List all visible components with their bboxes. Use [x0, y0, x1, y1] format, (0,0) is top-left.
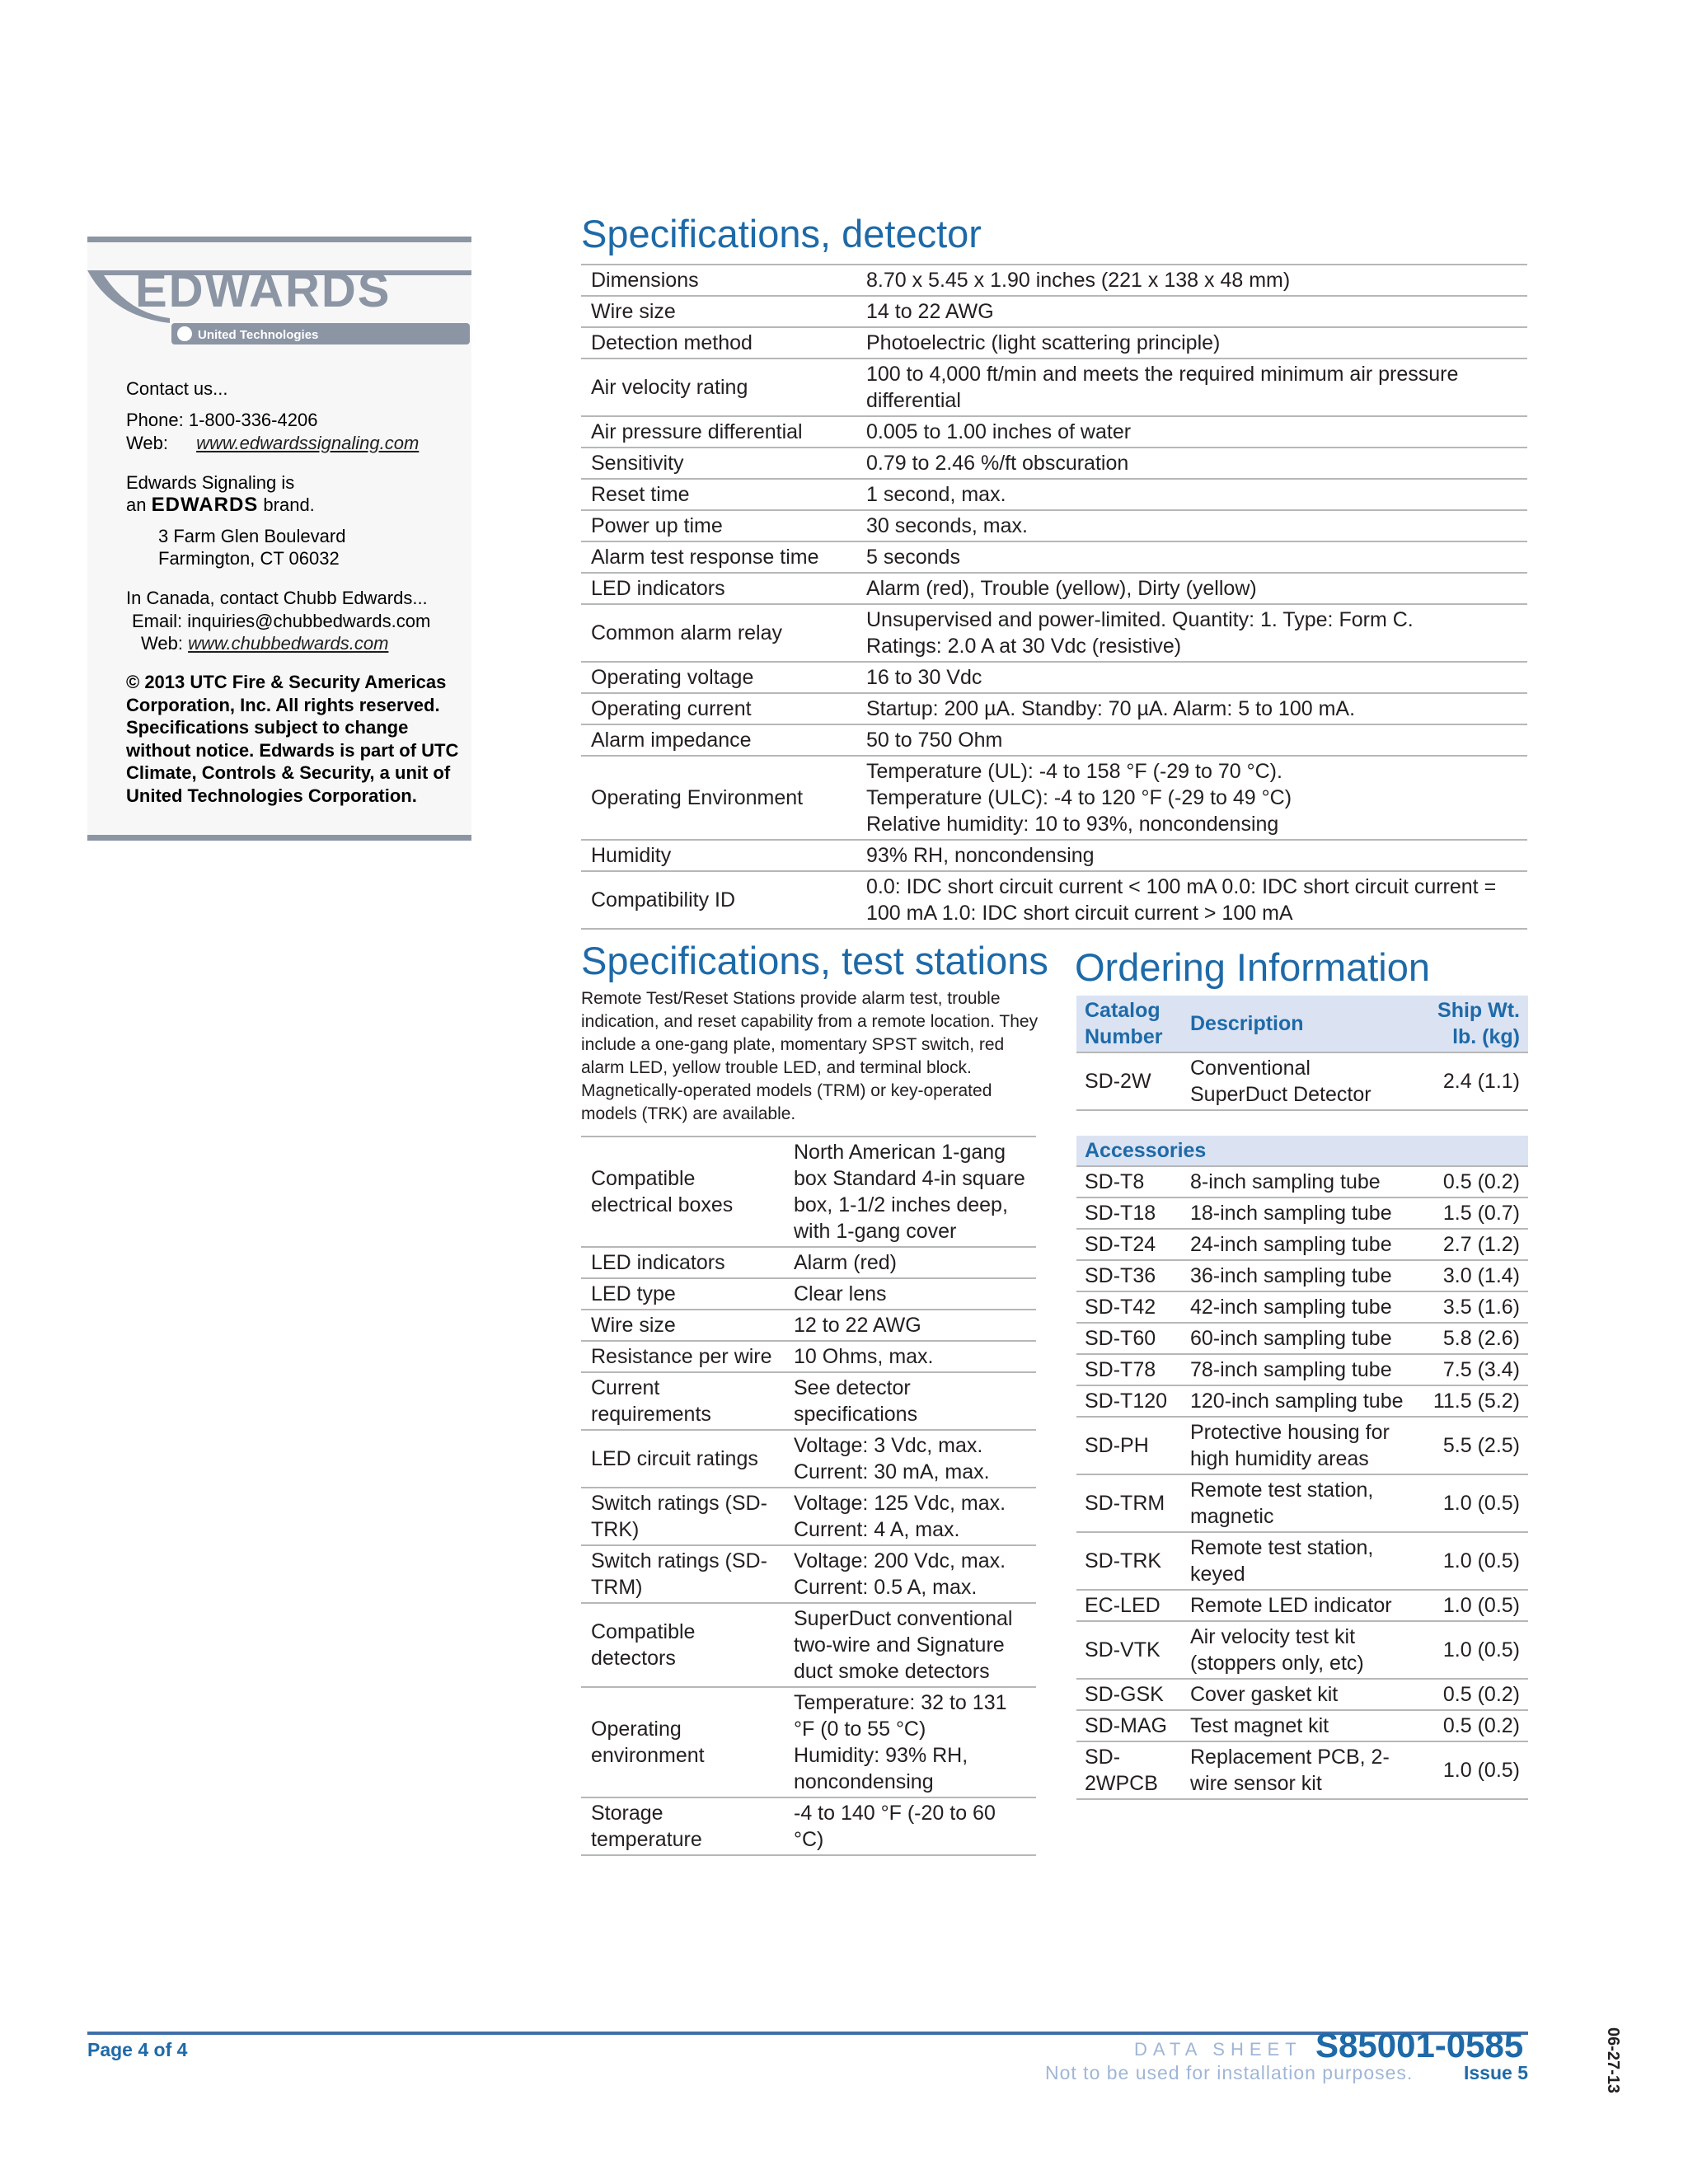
- spec-value: 1 second, max.: [856, 479, 1527, 510]
- web-line: [126, 432, 419, 455]
- item-description: 36-inch sampling tube: [1182, 1260, 1413, 1291]
- ordering-table: [1076, 996, 1528, 1800]
- spec-label: Compatibility ID: [581, 871, 856, 929]
- test-station-spec-row: [581, 1687, 1036, 1797]
- sidebar-bottom-rule: [87, 835, 471, 841]
- detector-specs-table: [581, 264, 1527, 930]
- spec-value: 50 to 750 Ohm: [856, 724, 1527, 756]
- test-stations-title: Specifications, test stations: [581, 939, 1048, 982]
- detector-spec-row: [581, 359, 1527, 416]
- test-station-spec-row: [581, 1278, 1036, 1310]
- issue-number: Issue 5: [1464, 2062, 1528, 2083]
- spec-label: Air pressure differential: [581, 416, 856, 448]
- spec-label: Operating voltage: [581, 662, 856, 693]
- spec-value: 0.005 to 1.00 inches of water: [856, 416, 1527, 448]
- spec-value: Alarm (red): [784, 1247, 1036, 1278]
- phone-label: Phone:: [126, 410, 184, 430]
- detector-spec-row: [581, 541, 1527, 573]
- accessory-row: [1076, 1679, 1528, 1710]
- test-station-spec-row: [581, 1603, 1036, 1687]
- brand-line2: [126, 494, 315, 517]
- accessories-header-row: [1076, 1136, 1528, 1166]
- item-description: Test magnet kit: [1182, 1710, 1413, 1741]
- section-gap: [1076, 1110, 1528, 1136]
- spec-value: Voltage: 125 Vdc, max. Current: 4 A, max.: [784, 1488, 1036, 1545]
- test-station-spec-row: [581, 1797, 1036, 1855]
- data-sheet-number: S85001-0585: [1315, 2026, 1524, 2064]
- detector-spec-row: [581, 265, 1527, 296]
- accessories-label: Accessories: [1076, 1136, 1528, 1166]
- ship-weight: 5.5 (2.5): [1413, 1417, 1528, 1474]
- spec-label: Dimensions: [581, 265, 856, 296]
- spec-label: Reset time: [581, 479, 856, 510]
- spec-value: Voltage: 200 Vdc, max. Current: 0.5 A, max.: [784, 1545, 1036, 1603]
- item-description: Air velocity test kit (stoppers only, etc): [1182, 1621, 1413, 1679]
- spec-value: -4 to 140 °F (-20 to 60 °C): [784, 1797, 1036, 1855]
- spec-value: Temperature (UL): -4 to 158 °F (-29 to 70 °C). Temperature (ULC): -4 to 120 °F (-29 to 49 °C) Relative humidity: 10 to 93%, noncondensing: [856, 756, 1527, 840]
- detector-spec-row: [581, 662, 1527, 693]
- spec-label: Operating current: [581, 693, 856, 724]
- spec-label: Resistance per wire: [581, 1341, 784, 1372]
- brand-name: EDWARDS: [151, 494, 259, 516]
- spec-value: 14 to 22 AWG: [856, 296, 1527, 327]
- spec-label: Alarm test response time: [581, 541, 856, 573]
- web-label: Web:: [126, 433, 168, 453]
- test-stations-table: [581, 1136, 1036, 1856]
- ship-weight: 0.5 (0.2): [1413, 1166, 1528, 1197]
- spec-value: North American 1-gang box Standard 4-in square box, 1-1/2 inches deep, with 1-gang cover: [784, 1137, 1036, 1247]
- catalog-number: SD-PH: [1076, 1417, 1182, 1474]
- spec-label: LED circuit ratings: [581, 1430, 784, 1488]
- test-station-spec-row: [581, 1341, 1036, 1372]
- spec-label: Compatible electrical boxes: [581, 1137, 784, 1247]
- ordering-title: Ordering Information: [1075, 945, 1431, 989]
- ship-weight: 1.0 (0.5): [1413, 1590, 1528, 1621]
- spec-value: 0.79 to 2.46 %/ft obscuration: [856, 448, 1527, 479]
- ordering-row: [1076, 1052, 1528, 1110]
- ship-weight: 5.8 (2.6): [1413, 1323, 1528, 1354]
- accessory-row: [1076, 1385, 1528, 1417]
- spec-value: See detector specifications: [784, 1372, 1036, 1430]
- canada-web-link[interactable]: www.chubbedwards.com: [188, 633, 389, 654]
- ship-weight: 1.5 (0.7): [1413, 1197, 1528, 1229]
- header-catalog: Catalog Number: [1076, 996, 1182, 1052]
- catalog-number: SD-T8: [1076, 1166, 1182, 1197]
- accessory-row: [1076, 1532, 1528, 1590]
- spec-label: Compatible detectors: [581, 1603, 784, 1687]
- spec-label: LED indicators: [581, 573, 856, 604]
- gap-cell: [1076, 1110, 1528, 1136]
- test-station-spec-row: [581, 1488, 1036, 1545]
- spec-label: Storage temperature: [581, 1797, 784, 1855]
- test-station-spec-row: [581, 1372, 1036, 1430]
- spec-value: 5 seconds: [856, 541, 1527, 573]
- brand-line1: Edwards Signaling is: [126, 472, 295, 493]
- detector-spec-row: [581, 416, 1527, 448]
- detector-spec-row: [581, 327, 1527, 359]
- detector-spec-row: [581, 448, 1527, 479]
- detector-spec-row: [581, 604, 1527, 662]
- spec-label: Detection method: [581, 327, 856, 359]
- data-sheet-label: DATA SHEET: [1134, 2039, 1302, 2060]
- accessory-row: [1076, 1291, 1528, 1323]
- item-description: 60-inch sampling tube: [1182, 1323, 1413, 1354]
- catalog-number: SD-T42: [1076, 1291, 1182, 1323]
- item-description: Remote test station, magnetic: [1182, 1474, 1413, 1532]
- accessory-row: [1076, 1354, 1528, 1385]
- catalog-number: SD-TRK: [1076, 1532, 1182, 1590]
- catalog-number: SD-T36: [1076, 1260, 1182, 1291]
- accessory-row: [1076, 1710, 1528, 1741]
- spec-label: Sensitivity: [581, 448, 856, 479]
- date-code: 06-27-13: [1604, 2027, 1622, 2094]
- spec-label: Power up time: [581, 510, 856, 541]
- accessory-row: [1076, 1323, 1528, 1354]
- detector-spec-row: [581, 871, 1527, 929]
- canada-web-label: Web:: [141, 633, 183, 654]
- spec-label: LED indicators: [581, 1247, 784, 1278]
- canada-email-line: [132, 610, 430, 633]
- spec-label: Operating Environment: [581, 756, 856, 840]
- canada-heading: In Canada, contact Chubb Edwards...: [126, 588, 428, 608]
- ship-weight: 7.5 (3.4): [1413, 1354, 1528, 1385]
- footer-rule: [87, 2032, 1528, 2035]
- catalog-number: SD-2WPCB: [1076, 1741, 1182, 1799]
- item-description: Protective housing for high humidity areas: [1182, 1417, 1413, 1474]
- spec-value: Clear lens: [784, 1278, 1036, 1310]
- catalog-number: SD-T18: [1076, 1197, 1182, 1229]
- brand-an: an: [126, 494, 147, 515]
- spec-value: 100 to 4,000 ft/min and meets the required minimum air pressure differential: [856, 359, 1527, 416]
- accessory-row: [1076, 1197, 1528, 1229]
- web-link[interactable]: www.edwardssignaling.com: [196, 433, 420, 453]
- detector-spec-row: [581, 479, 1527, 510]
- item-description: 120-inch sampling tube: [1182, 1385, 1413, 1417]
- detector-spec-row: [581, 693, 1527, 724]
- spec-value: 8.70 x 5.45 x 1.90 inches (221 x 138 x 48 mm): [856, 265, 1527, 296]
- ship-weight: 3.5 (1.6): [1413, 1291, 1528, 1323]
- catalog-number: SD-T120: [1076, 1385, 1182, 1417]
- ship-weight: 1.0 (0.5): [1413, 1532, 1528, 1590]
- spec-value: Temperature: 32 to 131 °F (0 to 55 °C) Humidity: 93% RH, noncondensing: [784, 1687, 1036, 1797]
- item-description: Cover gasket kit: [1182, 1679, 1413, 1710]
- detector-spec-row: [581, 510, 1527, 541]
- ordering-header-row: [1076, 996, 1528, 1052]
- spec-label: Switch ratings (SD-TRM): [581, 1545, 784, 1603]
- address-line1: 3 Farm Glen Boulevard: [158, 526, 346, 546]
- spec-label: Operating environment: [581, 1687, 784, 1797]
- spec-value: Voltage: 3 Vdc, max. Current: 30 mA, max.: [784, 1430, 1036, 1488]
- test-station-spec-row: [581, 1137, 1036, 1247]
- ship-weight: 3.0 (1.4): [1413, 1260, 1528, 1291]
- accessory-row: [1076, 1474, 1528, 1532]
- test-stations-description: Remote Test/Reset Stations provide alarm test, trouble indication, and reset capability from a remote location. They include a one-gang plate, momentary SPST switch, red alarm LED, yellow trouble LED, and terminal block. Magnetically-operated models (TRM) or key-operated models (TRK) are available.: [581, 989, 1039, 1123]
- item-description: Remote LED indicator: [1182, 1590, 1413, 1621]
- spec-value: 16 to 30 Vdc: [856, 662, 1527, 693]
- ship-weight: 0.5 (0.2): [1413, 1710, 1528, 1741]
- accessory-row: [1076, 1590, 1528, 1621]
- detector-spec-row: [581, 840, 1527, 871]
- test-station-spec-row: [581, 1545, 1036, 1603]
- catalog-number: SD-T78: [1076, 1354, 1182, 1385]
- ship-weight: 2.4 (1.1): [1413, 1052, 1528, 1110]
- spec-value: Photoelectric (light scattering principle): [856, 327, 1527, 359]
- spec-label: Wire size: [581, 296, 856, 327]
- spec-label: LED type: [581, 1278, 784, 1310]
- header-description: Description: [1182, 996, 1413, 1052]
- sidebar-top-rule: [87, 237, 471, 242]
- catalog-number: EC-LED: [1076, 1590, 1182, 1621]
- phone-number: 1-800-336-4206: [188, 410, 318, 430]
- spec-value: 93% RH, noncondensing: [856, 840, 1527, 871]
- contact-heading: Contact us...: [126, 378, 228, 399]
- header-weight: Ship Wt. lb. (kg): [1413, 996, 1528, 1052]
- detector-spec-row: [581, 724, 1527, 756]
- accessory-row: [1076, 1229, 1528, 1260]
- ship-weight: 1.0 (0.5): [1413, 1741, 1528, 1799]
- spec-value: Unsupervised and power-limited. Quantity: 1. Type: Form C. Ratings: 2.0 A at 30 Vdc (resistive): [856, 604, 1527, 662]
- item-description: Conventional SuperDuct Detector: [1182, 1052, 1413, 1110]
- phone-line: [126, 409, 317, 432]
- catalog-number: SD-MAG: [1076, 1710, 1182, 1741]
- ship-weight: 1.0 (0.5): [1413, 1474, 1528, 1532]
- spec-value: 10 Ohms, max.: [784, 1341, 1036, 1372]
- detector-specs-title: Specifications, detector: [581, 212, 982, 255]
- detector-spec-row: [581, 573, 1527, 604]
- page-number: Page 4 of 4: [87, 2039, 188, 2060]
- accessory-row: [1076, 1260, 1528, 1291]
- spec-value: 0.0: IDC short circuit current < 100 mA 0.0: IDC short circuit current = 100 mA 1.0: IDC short circuit current > 100 mA: [856, 871, 1527, 929]
- spec-label: Alarm impedance: [581, 724, 856, 756]
- item-description: 18-inch sampling tube: [1182, 1197, 1413, 1229]
- accessory-row: [1076, 1166, 1528, 1197]
- item-description: 24-inch sampling tube: [1182, 1229, 1413, 1260]
- spec-label: Humidity: [581, 840, 856, 871]
- spec-value: 30 seconds, max.: [856, 510, 1527, 541]
- ship-weight: 0.5 (0.2): [1413, 1679, 1528, 1710]
- catalog-number: SD-T24: [1076, 1229, 1182, 1260]
- test-station-spec-row: [581, 1247, 1036, 1278]
- spec-value: Startup: 200 µA. Standby: 70 µA. Alarm: 5 to 100 mA.: [856, 693, 1527, 724]
- accessory-row: [1076, 1741, 1528, 1799]
- accessory-row: [1076, 1621, 1528, 1679]
- ship-weight: 1.0 (0.5): [1413, 1621, 1528, 1679]
- item-description: 42-inch sampling tube: [1182, 1291, 1413, 1323]
- spec-label: Current requirements: [581, 1372, 784, 1430]
- item-description: Replacement PCB, 2-wire sensor kit: [1182, 1741, 1413, 1799]
- canada-email-label: Email:: [132, 611, 183, 631]
- catalog-number: SD-TRM: [1076, 1474, 1182, 1532]
- item-description: Remote test station, keyed: [1182, 1532, 1413, 1590]
- spec-value: Alarm (red), Trouble (yellow), Dirty (yellow): [856, 573, 1527, 604]
- logo-wordmark: EDWARDS: [135, 264, 392, 317]
- brand-suffix: brand.: [263, 494, 315, 515]
- logo-tagline: United Technologies: [198, 328, 319, 342]
- edwards-logo: [87, 264, 471, 354]
- catalog-number: SD-VTK: [1076, 1621, 1182, 1679]
- canada-web-line: [141, 632, 388, 655]
- spec-label: Wire size: [581, 1310, 784, 1341]
- copyright-notice: © 2013 UTC Fire & Security Americas Corporation, Inc. All rights reserved. Specifications subject to change without notice. Edwards is part of UTC Climate, Controls & Security, a unit of United Technologies Corporation.: [126, 672, 459, 806]
- test-station-spec-row: [581, 1310, 1036, 1341]
- catalog-number: SD-2W: [1076, 1052, 1182, 1110]
- spec-label: Switch ratings (SD-TRK): [581, 1488, 784, 1545]
- item-description: 8-inch sampling tube: [1182, 1166, 1413, 1197]
- accessory-row: [1076, 1417, 1528, 1474]
- detector-spec-row: [581, 296, 1527, 327]
- spec-value: 12 to 22 AWG: [784, 1310, 1036, 1341]
- installation-note: Not to be used for installation purposes.: [1045, 2062, 1414, 2083]
- item-description: 78-inch sampling tube: [1182, 1354, 1413, 1385]
- spec-label: Common alarm relay: [581, 604, 856, 662]
- spec-value: SuperDuct conventional two-wire and Signature duct smoke detectors: [784, 1603, 1036, 1687]
- ship-weight: 11.5 (5.2): [1413, 1385, 1528, 1417]
- spec-label: Air velocity rating: [581, 359, 856, 416]
- canada-email[interactable]: inquiries@chubbedwards.com: [187, 611, 431, 631]
- catalog-number: SD-T60: [1076, 1323, 1182, 1354]
- test-station-spec-row: [581, 1430, 1036, 1488]
- address-line2: Farmington, CT 06032: [158, 548, 340, 569]
- detector-spec-row: [581, 756, 1527, 840]
- ship-weight: 2.7 (1.2): [1413, 1229, 1528, 1260]
- catalog-number: SD-GSK: [1076, 1679, 1182, 1710]
